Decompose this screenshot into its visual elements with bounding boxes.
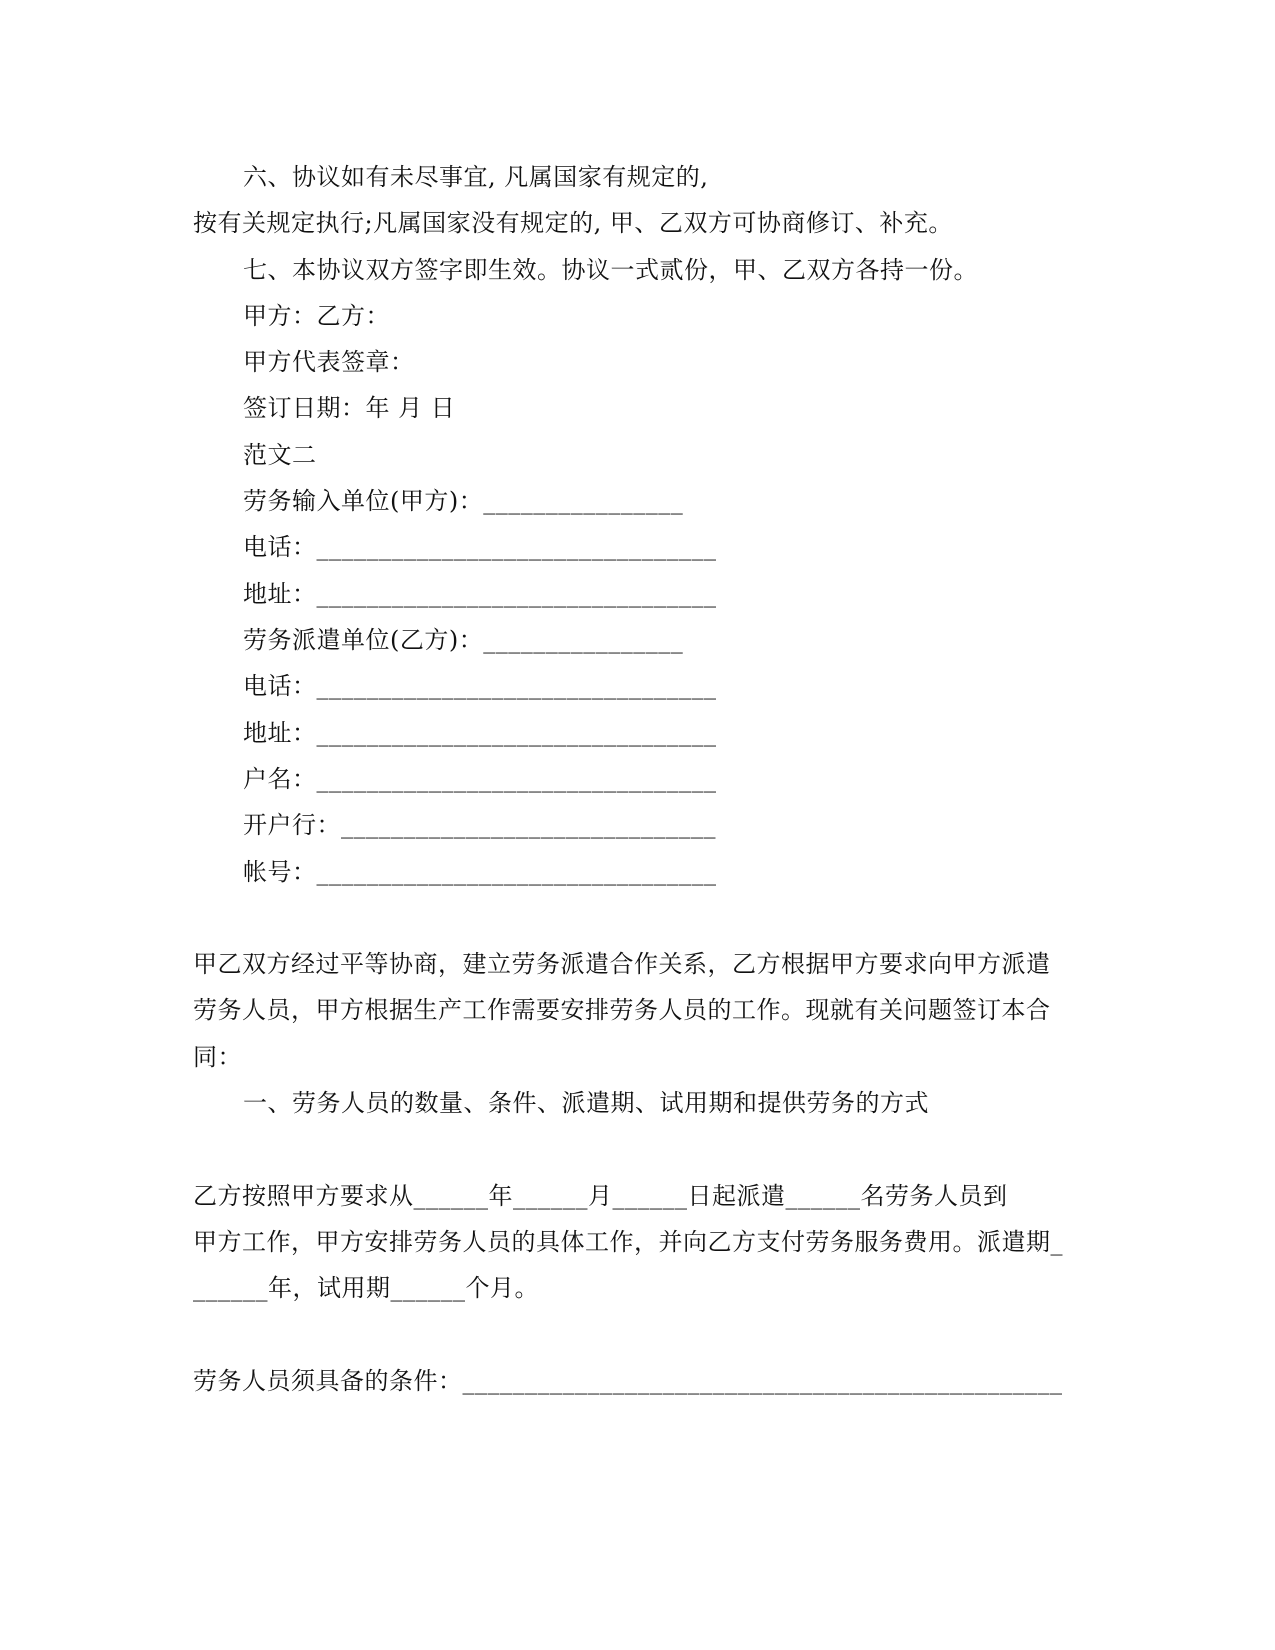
form-field-line: 地址：________________________________ xyxy=(243,719,717,747)
paragraph-line: 七、本协议双方签字即生效。协议一式贰份，甲、乙双方各持一份。 xyxy=(243,256,978,284)
form-field-line: 劳务输入单位(甲方)：________________ xyxy=(243,487,684,515)
paragraph-line: 同： xyxy=(193,1043,242,1071)
paragraph-line: 六、协议如有未尽事宜, 凡属国家有规定的, xyxy=(243,163,709,191)
party-line: 甲方：乙方： xyxy=(243,302,390,330)
date-line: 签订日期：年 月 日 xyxy=(243,394,456,422)
section-heading: 一、劳务人员的数量、条件、派遣期、试用期和提供劳务的方式 xyxy=(243,1089,929,1117)
paragraph-line: 劳务人员，甲方根据生产工作需要安排劳务人员的工作。现就有关问题签订本合 xyxy=(193,996,1051,1024)
form-field-line: 地址：________________________________ xyxy=(243,580,717,608)
form-field-line: 劳务派遣单位(乙方)：________________ xyxy=(243,626,684,654)
form-field-line: 电话：________________________________ xyxy=(243,533,717,561)
paragraph-line: 乙方按照甲方要求从______年______月______日起派遣______名劳务人员到 xyxy=(193,1182,1008,1210)
paragraph-line: 甲方工作，甲方安排劳务人员的具体工作，并向乙方支付劳务服务费用。派遣期_ xyxy=(193,1228,1063,1256)
section-heading: 范文二 xyxy=(243,441,317,469)
form-field-line: 开户行：______________________________ xyxy=(243,811,716,839)
form-field-line: 帐号：________________________________ xyxy=(243,858,717,886)
form-field-line: 户名：________________________________ xyxy=(243,765,717,793)
paragraph-line: 按有关规定执行;凡属国家没有规定的, 甲、乙双方可协商修订、补充。 xyxy=(193,209,953,237)
form-field-line: 劳务人员须具备的条件：________________________________________________ xyxy=(193,1367,1063,1395)
paragraph-line: ______年，试用期______个月。 xyxy=(193,1274,539,1302)
form-field-line: 电话：________________________________ xyxy=(243,672,717,700)
signature-line: 甲方代表签章： xyxy=(243,348,415,376)
paragraph-line: 甲乙双方经过平等协商，建立劳务派遣合作关系，乙方根据甲方要求向甲方派遣 xyxy=(193,950,1051,978)
